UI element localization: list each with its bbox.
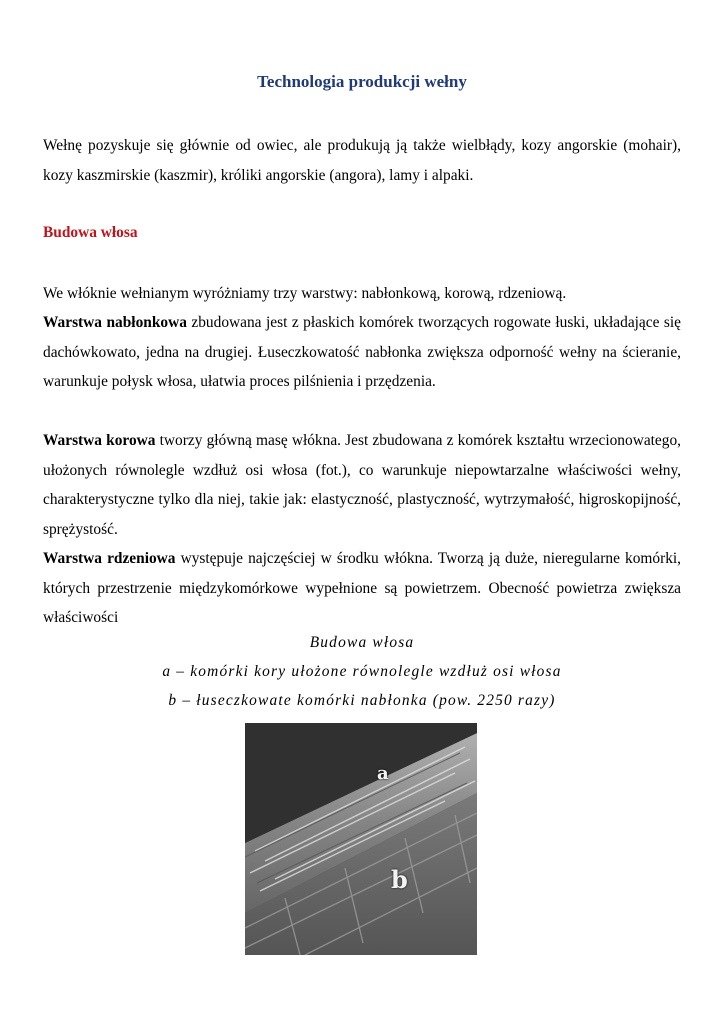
layers-intro-paragraph: We włóknie wełnianym wyróżniamy trzy warstwy: nabłonkową, korową, rdzeniową. [43,285,567,302]
figure-caption-line-a: a – komórki kory ułożone równolegle wzdłuż osi włosa [162,663,562,680]
micrograph-drawing [245,723,477,955]
paragraph-nablonkowa [43,308,681,397]
figure-caption-title: Budowa włosa [309,634,415,651]
micrograph-label-b: b [391,865,408,894]
term-rdzeniowa: Warstwa rdzeniowa [43,550,176,567]
micrograph-label-a: a [377,763,389,784]
term-nablonkowa: Warstwa nabłonkowa [43,314,187,331]
text-korowa: tworzy główną masę włókna. Jest zbudowana z komórek kształtu wrzecionowatego, ułożonych równolegle wzdłuż osi włosa (fot.), co warunkuje niepowtarzalne właściwości wełny, charakterystyczne tylko dla niej, takie jak: elastyczność, plastyczność, wytrzymałość, higroskopijność, sprężystość. [43,432,681,538]
hair-micrograph-image [245,723,477,955]
page-title: Technologia produkcji wełny [257,72,467,91]
paragraph-korowa [43,426,681,544]
text-rdzeniowa: występuje najczęściej w środku włókna. Tworzą ją duże, nieregularne komórki, których przestrzenie międzykomórkowe wypełnione są powietrzem. Obecność powietrza zwiększa właściwości [43,550,682,626]
figure-caption-line-b: b – łuseczkowate komórki nabłonka (pow. 2250 razy) [168,692,556,709]
term-korowa: Warstwa korowa [43,432,156,449]
paragraph-rdzeniowa [43,544,681,633]
text-nablonkowa: zbudowana jest z płaskich komórek tworzących rogowate łuski, układające się dachówkowato, jedna na drugiej. Łuseczkowatość nabłonka zwiększa odporność wełny na ścieranie, warunkuje połysk włosa, ułatwia proces pilśnienia i przędzenia. [43,314,682,390]
intro-paragraph: Wełnę pozyskuje się głównie od owiec, ale produkują ją także wielbłądy, kozy angorskie (mohair), kozy kaszmirskie (kaszmir), króliki angorskie (angora), lamy i alpaki. [43,137,681,184]
section-heading: Budowa włosa [43,224,138,241]
